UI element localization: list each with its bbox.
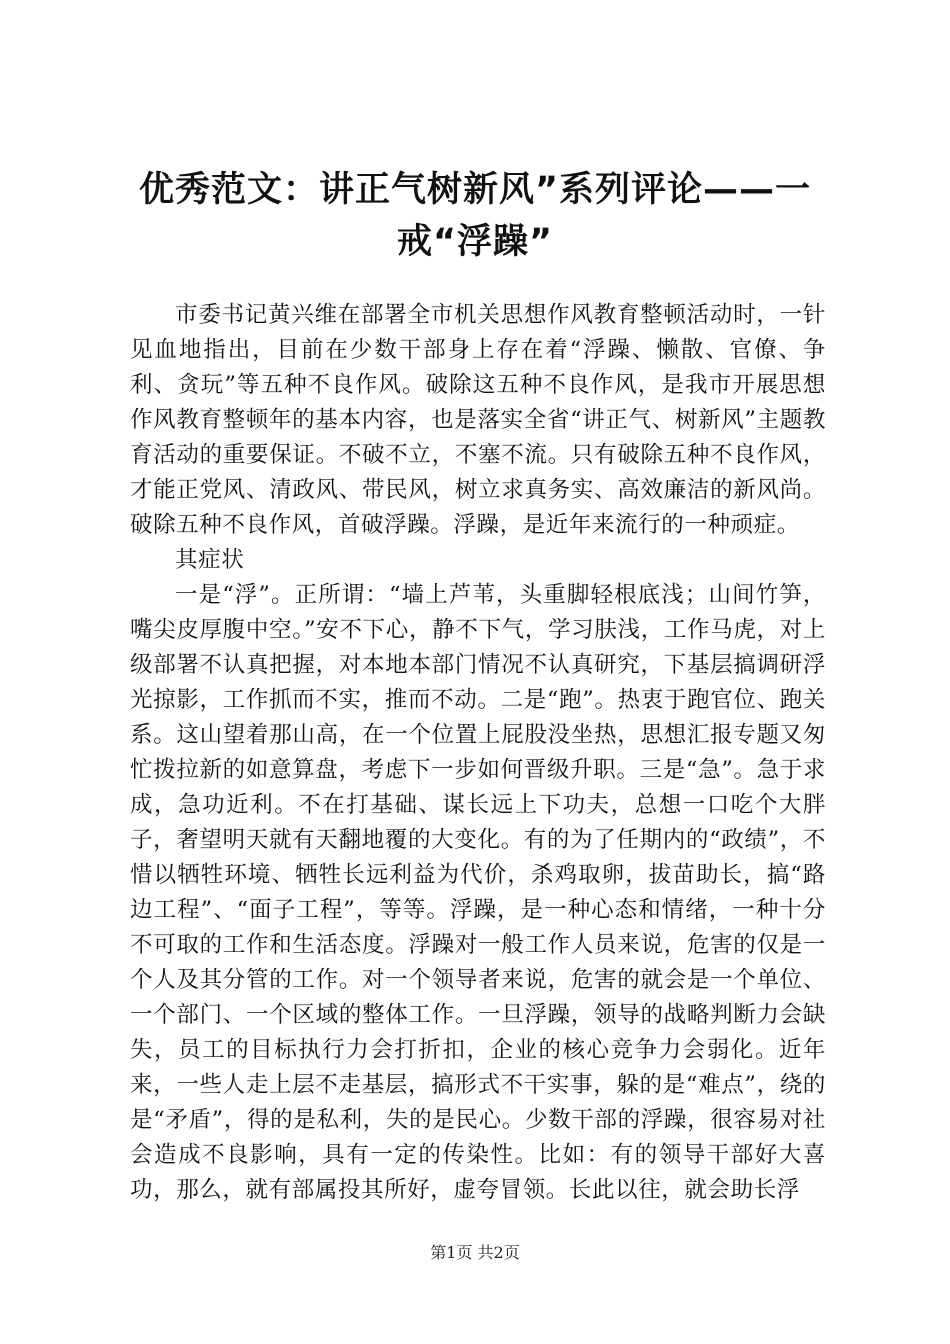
page-number: 第1页 共2页 (430, 1243, 520, 1262)
paragraph-symptoms: 一是“浮”。正所谓：“墙上芦苇，头重脚轻根底浅；山间竹笋，嘴尖皮厚腹中空。”安不下心，静不下气，学习肤浅，工作马虎，对上级部署不认真把握，对本地本部门情况不认真研究，下基层搞调研浮光掠影，工作抓而不实，推而不动。二是“跑”。热衷于跑官位、跑关系。这山望着那山高，在一个位置上屁股没坐热，思想汇报专题又匆忙拨拉新的如意算盘，考虑下一步如何晋级升职。三是“急”。急于求成，急功近利。不在打基础、谋长远上下功夫，总想一口吃个大胖子，奢望明天就有天翻地覆的大变化。有的为了任期内的“政绩”，不惜以牺牲环境、牺牲长远利益为代价，杀鸡取卵，拔苗助长，搞“路边工程”、“面子工程”，等等。浮躁，是一种心态和情绪，一种十分不可取的工作和生活态度。浮躁对一般工作人员来说，危害的仅是一个人及其分管的工作。对一个领导者来说，危害的就会是一个单位、一个部门、一个区域的整体工作。一旦浮躁，领导的战略判断力会缺失，员工的目标执行力会打折扣，企业的核心竞争力会弱化。近年来，一些人走上层不走基层，搞形式不干实事，躲的是“难点”，绕的是“矛盾”，得的是私利，失的是民心。少数干部的浮躁，很容易对社会造成不良影响，具有一定的传染性。比如：有的领导干部好大喜功，那么，就有部属投其所好，虚夸冒领。长此以往，就会助长浮 (130, 582, 826, 1203)
paragraph-intro: 市委书记黄兴维在部署全市机关思想作风教育整顿活动时，一针见血地指出，目前在少数干部身上存在着“浮躁、懒散、官僚、争利、贪玩”等五种不良作风。破除这五种不良作风，是我市开展思想作风教育整顿年的基本内容，也是落实全省“讲正气、树新风”主题教育活动的重要保证。不破不立，不塞不流。只有破除五种不良作风，才能正党风、清政风、带民风，树立求真务实、高效廉洁的新风尚。破除五种不良作风，首破浮躁。浮躁，是近年来流行的一种顽症。 (130, 302, 826, 538)
document-body (130, 298, 826, 1208)
document-title: 优秀范文：讲正气树新风”系列评论——一戒“浮躁” (138, 170, 811, 262)
paragraph-symptoms-heading: 其症状 (175, 547, 245, 573)
